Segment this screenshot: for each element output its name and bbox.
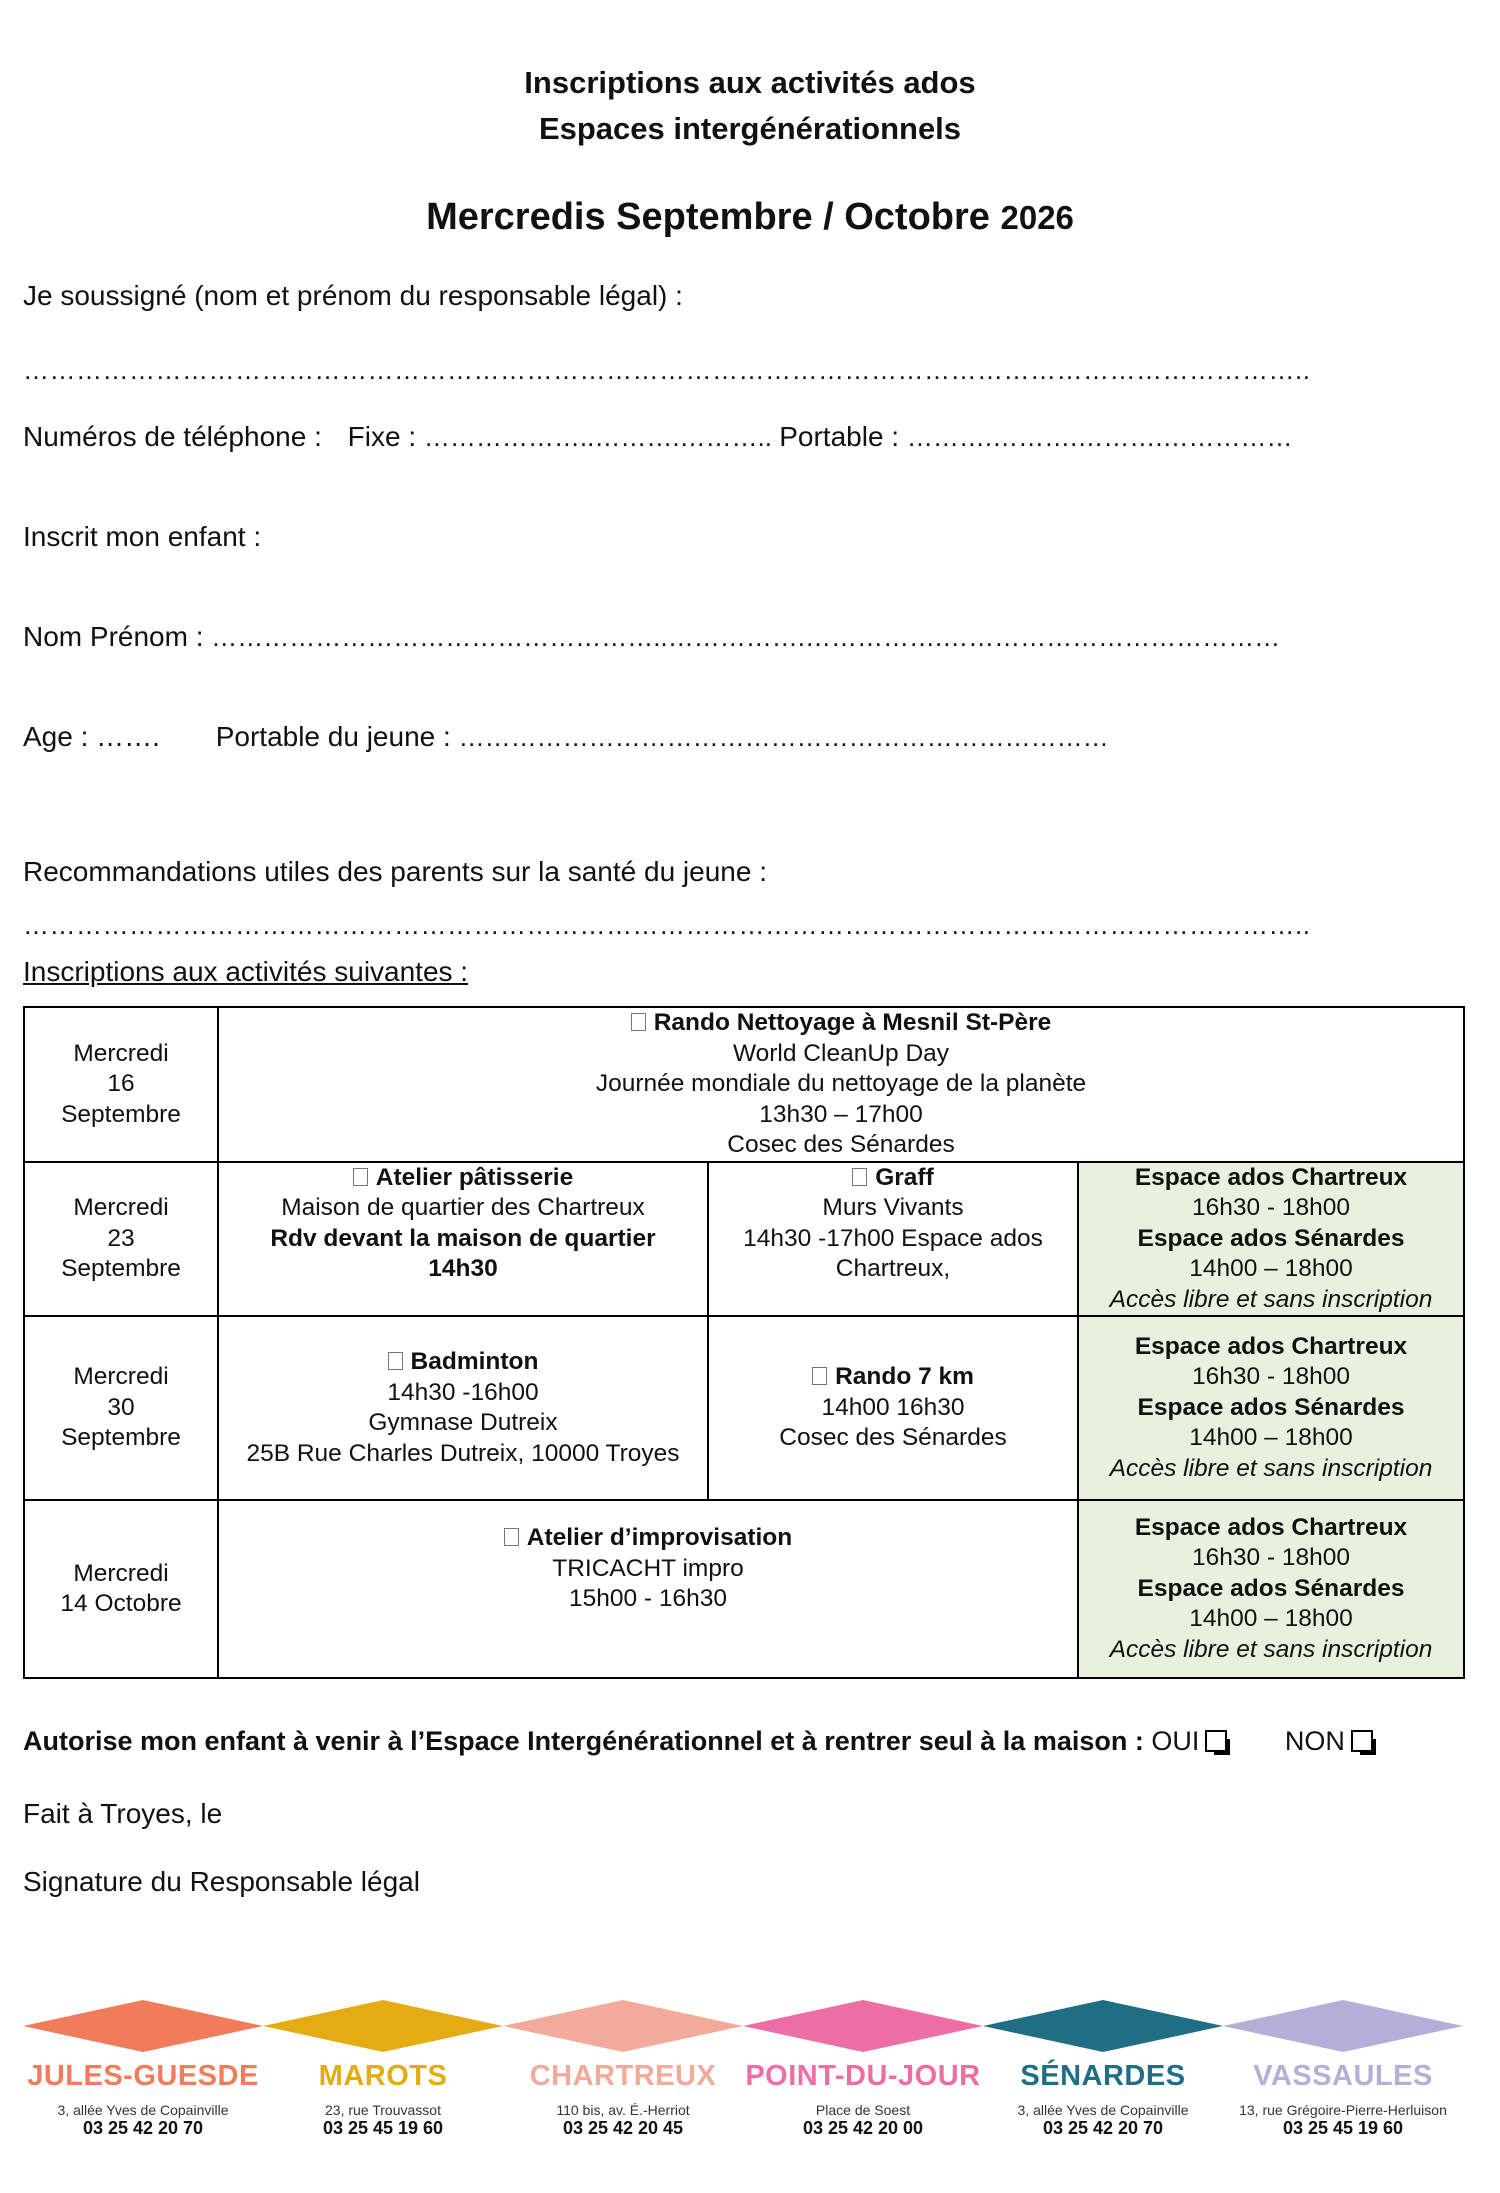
activity-line: 13h30 – 17h00 (759, 1100, 923, 1128)
espace-title: Espace ados Sénardes (1137, 1574, 1405, 1602)
nom-row (23, 621, 1280, 653)
activity-line: Chartreux, (835, 1255, 951, 1282)
signature-label: Signature du Responsable légal (23, 1866, 420, 1897)
diamond-shape (743, 2000, 983, 2052)
activity-title: Atelier pâtisserie (375, 1163, 574, 1191)
espace-hours: 16h30 - 18h00 (1191, 1544, 1351, 1572)
espace-ados-cell (1078, 1162, 1464, 1317)
location-address: 110 bis, av. É.-Herriot (556, 2102, 690, 2118)
location-phone: 03 25 42 20 70 (1042, 2118, 1164, 2138)
espace-title: Espace ados Sénardes (1137, 1393, 1405, 1421)
period-months: Mercredis Septembre / Octobre (426, 196, 990, 238)
non-checkbox[interactable] (1351, 1730, 1373, 1752)
recommandations-label: Recommandations utiles des parents sur la santé du jeune : (23, 856, 767, 887)
activity-line: Murs Vivants (822, 1194, 964, 1221)
location-address: 23, rue Trouvassot (325, 2102, 441, 2118)
period-year: 2026 (1000, 199, 1074, 236)
activity-cell-rando-7km[interactable] (708, 1316, 1078, 1500)
activity-line: 14h30 (428, 1255, 498, 1282)
phone-row (23, 421, 1293, 453)
checkbox-icon[interactable] (388, 1352, 403, 1370)
activity-line: Cosec des Sénardes (779, 1424, 1007, 1452)
location-phone: 03 25 42 20 45 (562, 2118, 684, 2138)
diamond-banner (0, 1998, 1500, 2058)
location-name: VASSAULES (1253, 2060, 1433, 2092)
responsable-field[interactable]: ……………………………………………………………………………………………………………………………….. (23, 355, 1311, 385)
title-line-2: Espaces intergénérationnels (538, 111, 962, 146)
espace-note: Accès libre et sans inscription (1109, 1454, 1433, 1482)
espace-title: Espace ados Chartreux (1134, 1513, 1408, 1541)
authorization-row (23, 1726, 1373, 1757)
espace-title: Espace ados Chartreux (1134, 1163, 1408, 1191)
checkbox-icon[interactable] (631, 1013, 646, 1031)
diamond-shape (23, 2000, 263, 2052)
activity-line: 14h30 -16h00 (387, 1378, 539, 1406)
day-label: Mercredi (73, 1194, 169, 1221)
espace-ados-cell (1078, 1500, 1464, 1678)
activity-line: 15h00 - 16h30 (568, 1585, 728, 1612)
day-number: 16 (107, 1070, 135, 1097)
activity-cell-graff[interactable] (708, 1162, 1078, 1317)
activity-line: 14h00 16h30 (821, 1393, 965, 1421)
day-month: Septembre (61, 1100, 181, 1128)
day-date: 14 Octobre (60, 1590, 182, 1617)
activity-line: 14h30 -17h00 Espace ados (743, 1224, 1043, 1252)
checkbox-icon[interactable] (812, 1367, 827, 1385)
location-phone: 03 25 45 19 60 (1282, 2118, 1404, 2138)
portable-field[interactable]: ……….……….……….…………… (906, 422, 1293, 452)
espace-ados-cell (1078, 1316, 1464, 1500)
espace-title: Espace ados Sénardes (1137, 1224, 1405, 1252)
activity-line: World CleanUp Day (732, 1039, 950, 1067)
day-number: 23 (107, 1224, 135, 1252)
footer-locations (0, 1998, 1500, 2148)
inscriptions-label: Inscriptions aux activités suivantes : (23, 956, 469, 987)
location-address: 3, allée Yves de Copainville (57, 2102, 229, 2118)
diamond-shape (503, 2000, 743, 2052)
activity-title: Graff (875, 1163, 934, 1191)
activity-line: Gymnase Dutreix (368, 1409, 558, 1436)
activity-title: Atelier d’improvisation (526, 1524, 793, 1551)
location-phone: 03 25 45 19 60 (322, 2118, 444, 2138)
inscrit-label: Inscrit mon enfant : (23, 521, 262, 552)
table-row (24, 1007, 1464, 1162)
responsable-label: Je soussigné (nom et prénom du responsable légal) : (23, 280, 683, 311)
location-name: MAROTS (318, 2060, 448, 2092)
day-cell (24, 1500, 218, 1678)
location-phone: 03 25 42 20 70 (82, 2118, 204, 2138)
activity-line: 25B Rue Charles Dutreix, 10000 Troyes (246, 1439, 680, 1467)
activity-cell-rando-nettoyage[interactable] (218, 1007, 1464, 1162)
day-label: Mercredi (73, 1039, 169, 1067)
checkbox-icon[interactable] (852, 1168, 867, 1186)
day-cell (24, 1316, 218, 1500)
portable-jeune-label: Portable du jeune : (215, 721, 451, 752)
location-address: 13, rue Grégoire-Pierre-Herluison (1239, 2102, 1447, 2118)
checkbox-icon[interactable] (353, 1168, 368, 1186)
activity-title: Badminton (410, 1348, 539, 1375)
location-name: JULES-GUESDE (27, 2060, 259, 2092)
activity-cell-patisserie[interactable] (218, 1162, 708, 1317)
oui-checkbox[interactable] (1205, 1730, 1227, 1752)
espace-title: Espace ados Chartreux (1134, 1332, 1408, 1360)
checkbox-icon[interactable] (504, 1528, 519, 1546)
period-title (0, 196, 1500, 239)
oui-label: OUI (1151, 1726, 1200, 1756)
document-title (0, 60, 1500, 152)
authorization-text: Autorise mon enfant à venir à l’Espace Intergénérationnel et à rentrer seul à la maison : (23, 1726, 1144, 1756)
espace-note: Accès libre et sans inscription (1109, 1285, 1433, 1313)
day-month: Septembre (61, 1424, 181, 1452)
location-address: Place de Soest (815, 2102, 911, 2118)
location-name: SÉNARDES (1020, 2060, 1186, 2092)
day-cell (24, 1162, 218, 1317)
activity-line: Maison de quartier des Chartreux (281, 1194, 645, 1221)
nom-label: Nom Prénom : (23, 621, 204, 652)
espace-hours: 14h00 – 18h00 (1189, 1424, 1353, 1452)
activity-line: Journée mondiale du nettoyage de la planète (595, 1070, 1087, 1097)
activity-title: Rando 7 km (835, 1363, 974, 1391)
day-month: Septembre (61, 1255, 181, 1282)
espace-hours: 16h30 - 18h00 (1191, 1194, 1351, 1221)
diamond-shape (263, 2000, 503, 2052)
activities-table (23, 1006, 1465, 1679)
non-label: NON (1284, 1726, 1345, 1756)
location-name: CHARTREUX (529, 2060, 717, 2092)
portable-jeune-field[interactable]: ………………………………………………………………… (458, 722, 1109, 752)
day-number: 30 (107, 1393, 135, 1421)
activity-title: Rando Nettoyage à Mesnil St-Père (653, 1009, 1052, 1036)
table-row (24, 1162, 1464, 1317)
location-address: 3, allée Yves de Copainville (1017, 2102, 1189, 2118)
activity-line: TRICACHT impro (552, 1554, 744, 1582)
day-label: Mercredi (73, 1559, 169, 1587)
espace-note: Accès libre et sans inscription (1109, 1635, 1433, 1663)
day-cell (24, 1007, 218, 1162)
phone-label: Numéros de téléphone : (23, 421, 322, 452)
diamond-shape (1223, 2000, 1463, 2052)
age-row (23, 721, 1109, 753)
espace-hours: 14h00 – 18h00 (1189, 1255, 1353, 1282)
portable-label: Portable : (779, 421, 900, 452)
fixe-field[interactable]: ………………..……….……….. (423, 422, 780, 452)
table-row (24, 1316, 1464, 1500)
nom-field[interactable]: ……………………………………………..…………….…………….………………………………… (211, 622, 1281, 652)
day-label: Mercredi (73, 1363, 169, 1391)
diamond-shape (983, 2000, 1223, 2052)
table-row (24, 1500, 1464, 1678)
location-name: POINT-DU-JOUR (745, 2060, 981, 2092)
age-field[interactable]: Age : ……. (23, 721, 160, 752)
espace-hours: 14h00 – 18h00 (1189, 1605, 1353, 1633)
activity-line: Rdv devant la maison de quartier (270, 1224, 656, 1252)
recommandations-field[interactable]: ……………………………………………………………………………………………………………………………….. (23, 910, 1311, 940)
activity-cell-badminton[interactable] (218, 1316, 708, 1500)
location-phone: 03 25 42 20 00 (802, 2118, 924, 2138)
activity-line: Cosec des Sénardes (727, 1131, 955, 1158)
activity-cell-improvisation[interactable] (218, 1500, 1078, 1678)
fixe-label: Fixe : (347, 421, 417, 452)
title-line-1: Inscriptions aux activités ados (524, 65, 976, 100)
espace-hours: 16h30 - 18h00 (1191, 1363, 1351, 1391)
fait-a-troyes: Fait à Troyes, le (23, 1798, 223, 1829)
